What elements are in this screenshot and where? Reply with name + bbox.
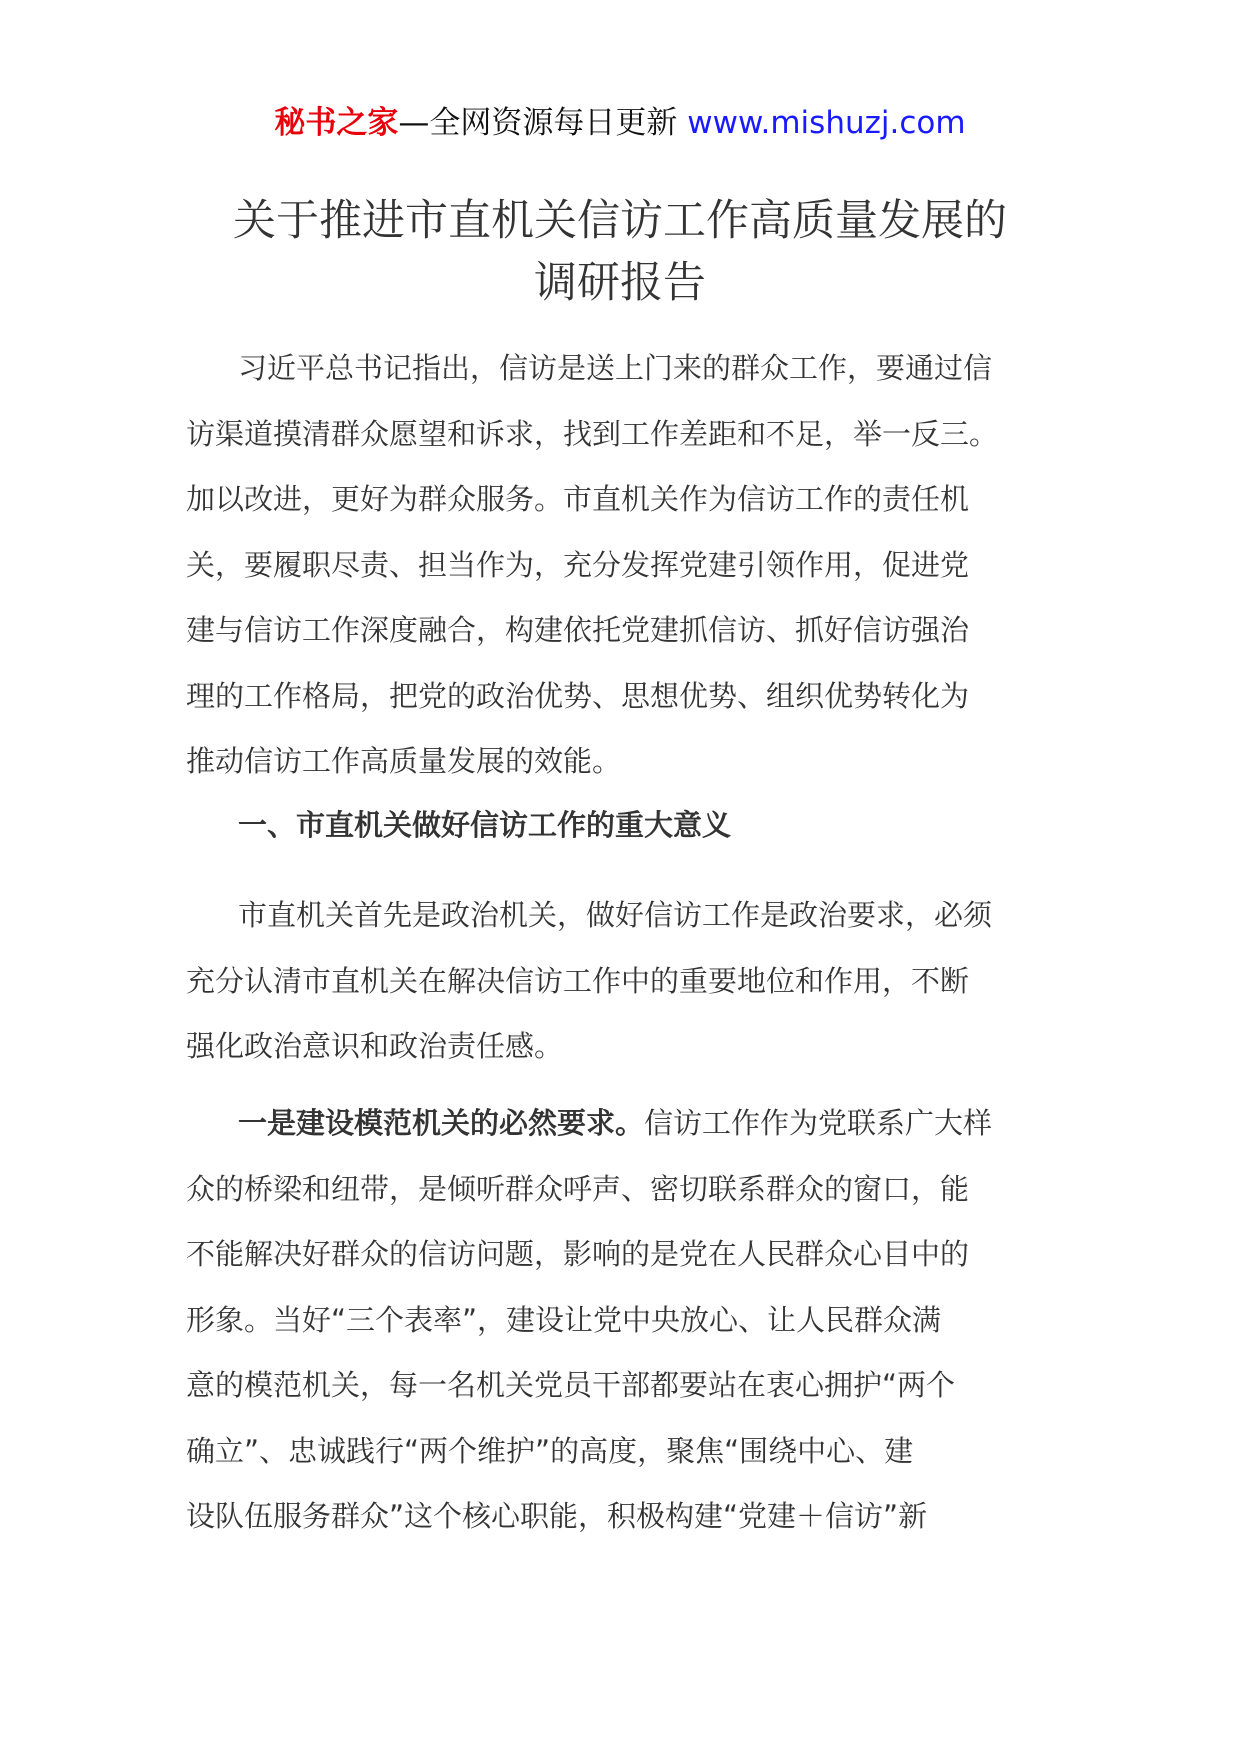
paragraph-line: 设队伍服务群众”这个核心职能，积极构建“党建＋信访”新 [186,1499,928,1533]
title-line-2: 调研报告 [534,258,706,308]
section-heading [186,793,1066,859]
paragraph-line: 强化政治意识和政治责任感。 [186,1029,564,1063]
paragraph-line: 加以改进，更好为群众服务。市直机关作为信访工作的责任机 [186,482,970,516]
paragraph-line: 形象。当好“三个表率”，建设让党中央放心、让人民群众满 [186,1302,942,1337]
paragraph-lead-line [186,1091,1066,1157]
paragraph-lead-bold: 一是建设模范机关的必然要求。 [238,1106,645,1140]
paragraph-intro [186,336,1066,795]
paragraph-significance [186,883,1066,1080]
site-brand: 秘书之家 [274,105,399,141]
site-header [0,100,1240,146]
paragraph-line: 关，要履职尽责、担当作为，充分发挥党建引领作用，促进党 [186,547,970,582]
section-heading-text: 一、市直机关做好信访工作的重大意义 [238,808,732,842]
paragraph-line: 访渠道摸清群众愿望和诉求，找到工作差距和不足，举一反三。 [186,416,999,451]
title-line-1: 关于推进市直机关信访工作高质量发展的 [233,196,1007,246]
site-tagline: —全网资源每日更新 [398,105,678,141]
paragraph-line: 理的工作格局，把党的政治优势、思想优势、组织优势转化为 [186,678,970,713]
paragraph-line: 建与信访工作深度融合，构建依托党建抓信访、抓好信访强治 [186,613,970,647]
document-title [150,190,1090,314]
paragraph-lead-rest: 信访工作作为党联系广大样 [644,1106,993,1140]
paragraph-line: 不能解决好群众的信访问题，影响的是党在人民群众心目中的 [186,1237,970,1271]
paragraph-line: 推动信访工作高质量发展的效能。 [186,744,622,778]
paragraph-line: 众的桥梁和纽带，是倾听群众呼声、密切联系群众的窗口，能 [186,1171,970,1206]
paragraph-line: 确立”、忠诚践行“两个维护”的高度，聚焦“围绕中心、建 [186,1433,914,1468]
paragraph-line: 习近平总书记指出，信访是送上门来的群众工作，要通过信 [238,351,993,385]
paragraph-model-organ [186,1091,1066,1550]
paragraph-line: 充分认清市直机关在解决信访工作中的重要地位和作用，不断 [186,963,970,998]
site-url-link[interactable]: www.mishuzj.com [687,105,966,141]
paragraph-line: 意的模范机关，每一名机关党员干部都要站在衷心拥护“两个 [186,1368,956,1402]
paragraph-line: 市直机关首先是政治机关，做好信访工作是政治要求，必须 [238,898,993,932]
